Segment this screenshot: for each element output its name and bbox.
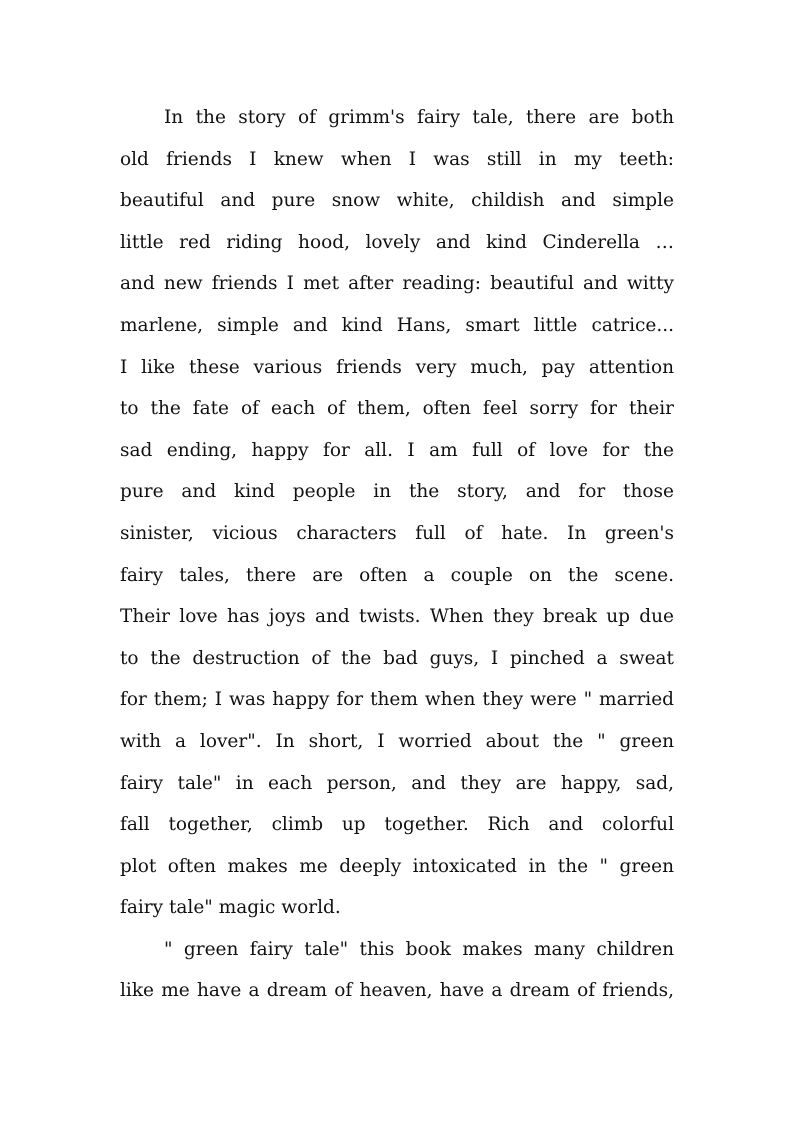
paragraph-1-line-1: In the story of grimm's fairy tale, there are both — [164, 107, 674, 128]
paragraph-1-line-16: with a lover". In short, I worried about the " green — [120, 730, 674, 752]
paragraph-1-line-5: and new friends I met after reading: beautiful and witty — [120, 273, 674, 295]
paragraph-1-line-6: marlene, simple and kind Hans, smart little catrice... — [120, 314, 674, 336]
paragraph-1-line-10: pure and kind people in the story, and for those — [120, 481, 674, 503]
paragraph-1-line-9: sad ending, happy for all. I am full of love for the — [120, 439, 674, 461]
body-text — [120, 97, 674, 1012]
paragraph-1-line-15: for them; I was happy for them when they were " married — [120, 689, 674, 711]
paragraph-1-line-7: I like these various friends very much, pay attention — [120, 356, 674, 378]
paragraph-1-line-19: plot often makes me deeply intoxicated in the " green — [120, 855, 674, 877]
paragraph-1-line-11: sinister, vicious characters full of hate. In green's — [120, 522, 674, 544]
paragraph-1-line-4: little red riding hood, lovely and kind Cinderella … — [120, 231, 674, 253]
paragraph-2-line-1: " green fairy tale" this book makes many children — [164, 938, 674, 960]
paragraph-1-line-17: fairy tale" in each person, and they are happy, sad, — [120, 772, 674, 794]
paragraph-1-line-20: fairy tale" magic world. — [120, 897, 341, 919]
paragraph-1-line-13: Their love has joys and twists. When they break up due — [120, 606, 674, 628]
paragraph-1-line-12: fairy tales, there are often a couple on the scene. — [120, 564, 674, 586]
paragraph-1-line-2: old friends I knew when I was still in my teeth: — [120, 148, 674, 170]
paragraph-2-line-2: like me have a dream of heaven, have a dream of friends, — [120, 980, 674, 1002]
paragraph-1-line-18: fall together, climb up together. Rich and colorful — [120, 814, 674, 836]
paragraph-1-line-3: beautiful and pure snow white, childish and simple — [120, 190, 674, 212]
paragraph-1-line-14: to the destruction of the bad guys, I pinched a sweat — [120, 647, 674, 669]
paragraph-1-line-8: to the fate of each of them, often feel sorry for their — [120, 398, 674, 420]
